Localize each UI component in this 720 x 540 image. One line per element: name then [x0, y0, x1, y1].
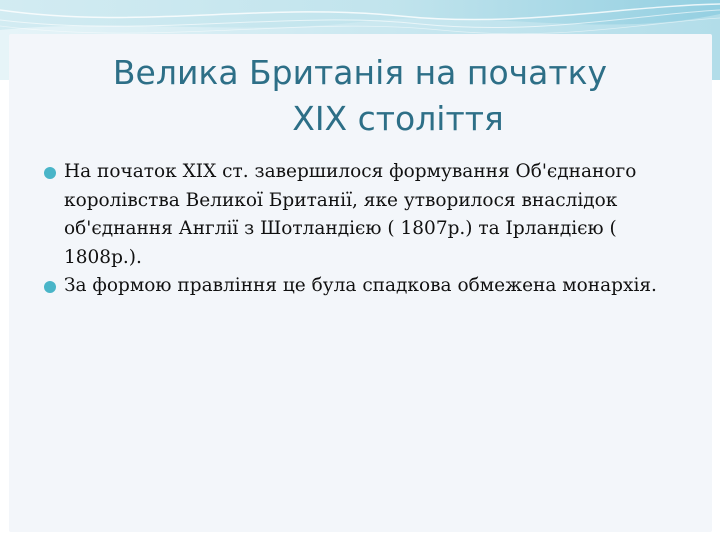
bullet-text: На початок XIX ст. завершилося формування Об'єднаного королівства Великої Британії, яке утворилося внаслідок об'єднання Англії з Шотландією ( 1807р.) та Ірландією ( 1808р.). — [64, 161, 637, 268]
bullet-item — [44, 158, 684, 272]
slide-title-line-1: Велика Британія на початку — [112, 53, 608, 92]
bullet-list — [44, 158, 684, 301]
slide-title — [40, 50, 680, 142]
bullet-text: За формою правління це була спадкова обмежена монархія. — [64, 275, 657, 296]
bullet-dot-icon — [44, 281, 56, 293]
bullet-item — [44, 272, 684, 301]
slide-title-line-2: XIX століття — [292, 99, 504, 138]
bullet-dot-icon — [44, 167, 56, 179]
